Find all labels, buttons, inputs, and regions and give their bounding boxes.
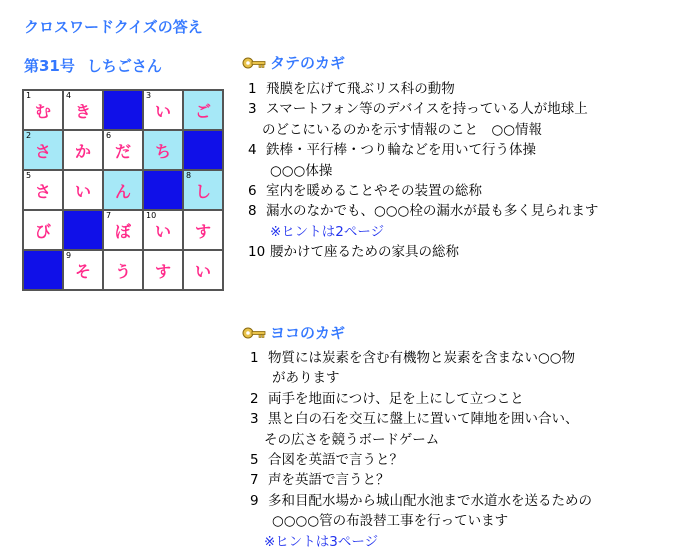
cell-answer: う [114, 261, 131, 281]
cell-answer: だ [114, 141, 131, 161]
cell-answer: し [194, 181, 211, 201]
key-icon [242, 56, 266, 70]
cell-number: 6 [106, 131, 112, 140]
cell-answer: そ [74, 261, 91, 281]
tate-heading [242, 52, 345, 73]
tate-hint: ※ヒントは2ページ [270, 223, 385, 240]
cell-answer: ん [114, 181, 131, 201]
grid-cell [103, 130, 143, 170]
blocked-cell [143, 170, 183, 210]
cell-number: 5 [26, 171, 32, 180]
cell-number: 2 [26, 131, 32, 140]
tate-clue-8: 8 漏水のなかでも、○○○栓の漏水が最も多く見られます [248, 203, 599, 220]
blocked-cell [103, 90, 143, 130]
blocked-cell [63, 210, 103, 250]
grid-cell [143, 250, 183, 290]
cell-number: 1 [26, 91, 32, 100]
cell-answer: ち [154, 141, 171, 161]
cell-answer: い [74, 181, 91, 201]
cell-number: 8 [186, 171, 192, 180]
grid-cell [63, 170, 103, 210]
tate-clue-3-cont: のどこにいるのかを示す情報のこと ○○情報 [262, 121, 543, 138]
puzzle-name: しちごさん [86, 57, 162, 75]
grid-cell [63, 250, 103, 290]
yoko-hint: ※ヒントは3ページ [264, 533, 379, 550]
cell-answer: ぼ [114, 221, 131, 241]
grid-cell [103, 170, 143, 210]
grid-cell [63, 130, 103, 170]
tate-clue-10: 10 腰かけて座るための家具の総称 [248, 244, 459, 261]
cell-answer: い [154, 221, 171, 241]
tate-clue-list [248, 79, 598, 263]
cell-answer: き [74, 101, 91, 121]
yoko-clue-3: 3 黒と白の石を交互に盤上に置いて陣地を囲い合い、 [250, 411, 579, 428]
blocked-cell [23, 250, 63, 290]
yoko-clue-1: 1 物質には炭素を含む有機物と炭素を含まない○○物 [250, 350, 576, 366]
yoko-clue-7: 7 声を英語で言うと？ [250, 472, 390, 489]
page-title: クロスワードクイズの答え [24, 18, 203, 36]
cell-answer: び [34, 221, 51, 241]
yoko-clue-9: 9 多和目配水場から城山配水池まで水道水を送るための [250, 492, 592, 509]
cell-number: 9 [66, 251, 72, 260]
grid-cell [103, 210, 143, 250]
cell-answer: さ [34, 141, 51, 161]
yoko-heading [242, 322, 345, 343]
tate-clue-3: 3 スマートフォン等のデバイスを持っている人が地球上 [248, 101, 588, 118]
grid-cell [23, 170, 63, 210]
puzzle-title [24, 55, 162, 76]
grid-cell [143, 210, 183, 250]
yoko-clue-5: 5 合図を英語で言うと？ [250, 452, 403, 469]
cell-number: 10 [146, 211, 157, 220]
yoko-clue-3-cont: その広さを競うボードゲーム [264, 431, 440, 448]
cell-number: 4 [66, 91, 72, 100]
grid-cell [183, 250, 223, 290]
tate-clue-6: 6 室内を暖めることやその装置の総称 [248, 183, 482, 200]
cell-answer: す [154, 261, 171, 281]
crossword-grid [22, 89, 224, 291]
tate-clue-4-cont: ○○○体操 [270, 162, 333, 179]
cell-answer: ご [194, 101, 211, 121]
tate-heading-label: タテのカギ [270, 54, 346, 72]
cell-answer: い [194, 261, 211, 281]
cell-number: 7 [106, 211, 112, 220]
cell-answer: す [194, 221, 211, 241]
cell-answer: か [74, 141, 91, 161]
yoko-clue-2: 2 両手を地面につけ、足を上にして立つこと [250, 390, 524, 407]
blocked-cell [183, 130, 223, 170]
grid-cell [183, 170, 223, 210]
yoko-clue-list [250, 348, 592, 552]
yoko-clue-9-cont: ○○○○管の布設替工事を行っています [272, 513, 509, 530]
grid-cell [63, 90, 103, 130]
grid-cell [183, 90, 223, 130]
grid-cell [23, 90, 63, 130]
cell-answer: さ [34, 181, 51, 201]
grid-cell [23, 210, 63, 250]
grid-cell [143, 130, 183, 170]
tate-clue-4: 4 鉄棒・平行棒・つり輪などを用いて行う体操 [248, 142, 536, 159]
yoko-clue-1-cont: があります [272, 370, 340, 387]
grid-cell [23, 130, 63, 170]
yoko-heading-label: ヨコのカギ [270, 324, 346, 342]
grid-cell [103, 250, 143, 290]
tate-clue-1: 1 飛膜を広げて飛ぶリス科の動物 [248, 81, 455, 97]
grid-cell [143, 90, 183, 130]
cell-number: 3 [146, 91, 152, 100]
cell-answer: い [154, 101, 171, 121]
key-icon [242, 326, 266, 340]
grid-cell [183, 210, 223, 250]
cell-answer: む [34, 101, 51, 121]
puzzle-number: 第31号 [24, 57, 75, 75]
